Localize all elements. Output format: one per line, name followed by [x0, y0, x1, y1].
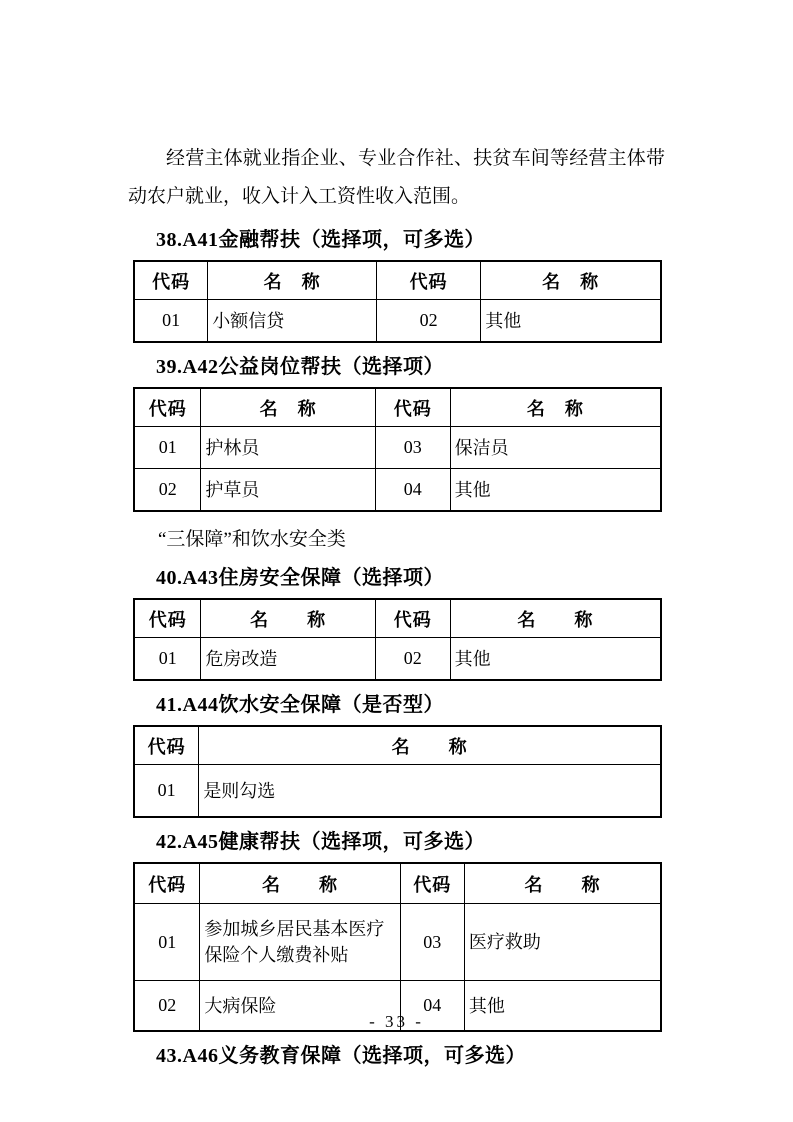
header-cell-name: 名 称 [208, 261, 377, 300]
name-cell: 参加城乡居民基本医疗保险个人缴费补贴 [200, 904, 400, 981]
table-row [134, 904, 661, 981]
category-note: “三保障”和饮水安全类 [158, 529, 346, 550]
table-42-health-assistance [133, 862, 662, 1032]
table-row [134, 638, 661, 681]
code-cell: 03 [400, 904, 464, 981]
header-cell-name: 名 称 [201, 388, 375, 427]
header-cell-name: 名 称 [199, 726, 661, 765]
code-cell: 02 [375, 638, 450, 681]
section-heading-40: 40.A43住房安全保障（选择项） [156, 567, 444, 589]
header-cell-code: 代码 [375, 388, 450, 427]
header-cell-code: 代码 [134, 863, 200, 904]
header-cell-name: 名 称 [200, 863, 400, 904]
header-cell-name: 名 称 [450, 388, 661, 427]
name-cell: 护林员 [201, 427, 375, 469]
name-cell: 其他 [481, 300, 661, 343]
header-cell-name: 名 称 [481, 261, 661, 300]
table-row [134, 469, 661, 512]
table-41-drinking-water-safety [133, 725, 662, 818]
code-cell: 01 [134, 765, 199, 818]
name-cell: 是则勾选 [199, 765, 661, 818]
name-cell: 医疗救助 [464, 904, 661, 981]
table-header-row [134, 599, 661, 638]
table-header-row [134, 261, 661, 300]
section-heading-39: 39.A42公益岗位帮扶（选择项） [156, 356, 444, 378]
name-cell: 大病保险 [200, 981, 400, 1032]
intro-paragraph: 经营主体就业指企业、专业合作社、扶贫车间等经营主体带动农户就业，收入计入工资性收入范围。 [128, 148, 665, 207]
header-cell-name: 名 称 [464, 863, 661, 904]
page-number: - 33 - [369, 1012, 424, 1031]
table-40-housing-security [133, 598, 662, 681]
table-39-public-welfare-posts [133, 387, 662, 512]
name-cell: 其他 [464, 981, 661, 1032]
name-cell: 危房改造 [201, 638, 375, 681]
table-row [134, 765, 661, 818]
table-row [134, 300, 661, 343]
code-cell: 01 [134, 427, 201, 469]
name-cell: 小额信贷 [208, 300, 377, 343]
code-cell: 02 [134, 469, 201, 512]
header-cell-code: 代码 [134, 261, 208, 300]
section-heading-38: 38.A41金融帮扶（选择项，可多选） [156, 229, 485, 251]
code-cell: 01 [134, 638, 201, 681]
table-38-financial-assistance [133, 260, 662, 343]
table-header-row [134, 388, 661, 427]
section-heading-42: 42.A45健康帮扶（选择项，可多选） [156, 831, 485, 853]
code-cell: 01 [134, 904, 200, 981]
section-heading-43: 43.A46义务教育保障（选择项，可多选） [156, 1045, 526, 1067]
section-heading-41: 41.A44饮水安全保障（是否型） [156, 694, 444, 716]
name-cell: 其他 [450, 638, 661, 681]
name-cell: 其他 [450, 469, 661, 512]
header-cell-code: 代码 [400, 863, 464, 904]
header-cell-code: 代码 [134, 599, 201, 638]
code-cell: 03 [375, 427, 450, 469]
header-cell-code: 代码 [376, 261, 480, 300]
table-header-row [134, 863, 661, 904]
code-cell: 02 [134, 981, 200, 1032]
header-cell-code: 代码 [134, 726, 199, 765]
header-cell-name: 名 称 [201, 599, 375, 638]
header-cell-code: 代码 [375, 599, 450, 638]
table-row [134, 427, 661, 469]
code-cell: 04 [400, 981, 464, 1032]
code-cell: 01 [134, 300, 208, 343]
code-cell: 02 [376, 300, 480, 343]
name-cell: 护草员 [201, 469, 375, 512]
code-cell: 04 [375, 469, 450, 512]
name-cell: 保洁员 [450, 427, 661, 469]
table-header-row [134, 726, 661, 765]
header-cell-code: 代码 [134, 388, 201, 427]
header-cell-name: 名 称 [450, 599, 661, 638]
